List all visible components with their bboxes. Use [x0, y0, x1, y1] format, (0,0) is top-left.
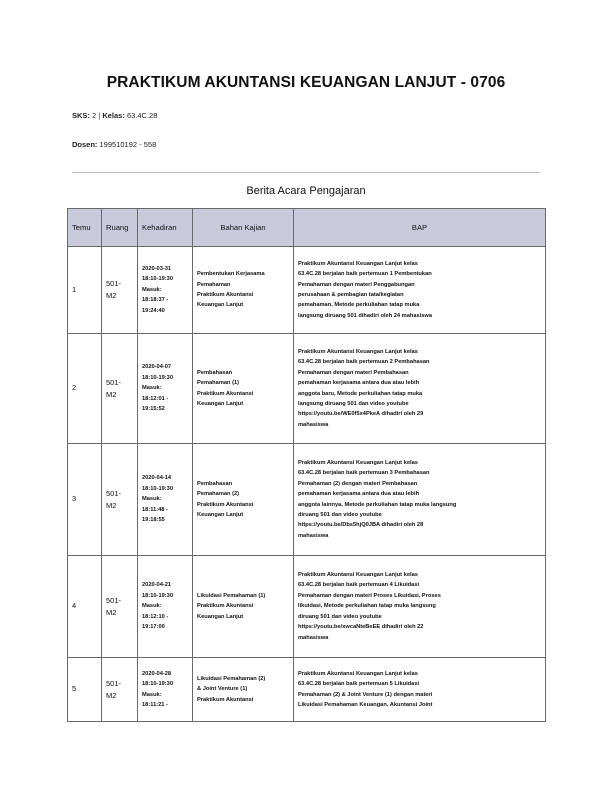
- cell-bahan-kajian: [193, 658, 294, 722]
- cell-bahan-kajian-line: Pembentukan Kerjasama: [197, 271, 265, 278]
- cell-kehadiran-line: 19:24:40: [142, 307, 165, 314]
- divider: [72, 172, 540, 173]
- cell-bap-line: diruang 501 dan video youtube: [298, 511, 382, 518]
- cell-bap-line: Pemahaman dengan materi Penggabungan: [298, 281, 415, 288]
- cell-kehadiran-line: 18:12:01 -: [142, 395, 169, 402]
- cell-bahan-kajian: [193, 247, 294, 334]
- cell-bap-line: pemahaman, Metode perkuliahan tatap muka: [298, 302, 420, 309]
- cell-bap-line: 63.4C.28 berjalan baik pertemuan 5 Likuidasi: [298, 681, 420, 688]
- cell-bahan-kajian-line: Keuangan Lanjut: [197, 302, 244, 309]
- table-row: [68, 556, 546, 658]
- cell-kehadiran-line: Masuk:: [142, 286, 162, 293]
- cell-bap-line: 63.4C.28 berjalan baik pertemuan 3 Pembahasan: [298, 470, 430, 477]
- cell-ruang-line: 501-: [106, 488, 122, 498]
- document-title: PRAKTIKUM AKUNTANSI KEUANGAN LANJUT - 0706: [106, 74, 506, 91]
- cell-temu: 5: [68, 658, 102, 722]
- cell-kehadiran: [138, 334, 193, 444]
- cell-bap-line: likuidasi, Metode perkuliahan tatap muka langsung: [298, 603, 436, 610]
- cell-bahan-kajian-line: Pemahaman (1): [197, 380, 240, 387]
- cell-ruang-line: M2: [106, 690, 117, 700]
- section-title: Berita Acara Pengajaran: [246, 185, 366, 197]
- cell-bahan-kajian: [193, 444, 294, 556]
- cell-ruang: [102, 334, 138, 444]
- cell-bap-line: Pemahaman (2) dengan materi Pembahasan: [298, 480, 418, 487]
- cell-kehadiran-line: 19:18:55: [142, 517, 165, 524]
- cell-kehadiran-line: 18:11:21 -: [142, 701, 168, 708]
- cell-bap: [294, 334, 546, 444]
- cell-bap-line: Praktikum Akuntansi Keuangan Lanjut kelas: [298, 572, 418, 579]
- cell-kehadiran: [138, 247, 193, 334]
- cell-bahan-kajian: [193, 556, 294, 658]
- cell-kehadiran: [138, 658, 193, 722]
- table-row: [68, 247, 546, 334]
- cell-bap-line: 63.4C.28 berjalan baik pertemuan 2 Pembahasan: [298, 359, 430, 366]
- cell-kehadiran-line: Masuk:: [142, 691, 162, 698]
- teaching-record-table: [67, 208, 546, 722]
- cell-ruang-line: M2: [106, 500, 117, 510]
- cell-kehadiran: [138, 444, 193, 556]
- table-row: [68, 658, 546, 722]
- cell-bahan-kajian-line: Likuidasi Pemahaman (1): [197, 592, 266, 599]
- cell-kehadiran-line: 2020-04-21: [142, 582, 172, 589]
- cell-bahan-kajian-line: Praktikum Akuntansi: [197, 501, 254, 508]
- cell-bap-line: https://youtu.be/WE0f5x4PkeA dihadiri oleh 29: [298, 411, 424, 418]
- cell-bap-line: https://youtu.be/Dbs5hjQ0JBA dihadiri oleh 28: [298, 522, 424, 529]
- cell-bap-line: Likuidasi Pemahaman Keuangan, Akuntansi Joint: [298, 701, 433, 708]
- cell-bap-line: https://youtu.be/xwcaNteBeEE dihadiri oleh 22: [298, 624, 424, 631]
- cell-kehadiran-line: 18:12:10 -: [142, 613, 169, 620]
- cell-kehadiran-line: 18:11:48 -: [142, 506, 168, 513]
- cell-bap-line: Pemahaman (2) & Joint Venture (1) dengan materi: [298, 691, 433, 698]
- cell-bahan-kajian-line: Keuangan Lanjut: [197, 613, 244, 620]
- cell-bap-line: Praktikum Akuntansi Keuangan Lanjut kelas: [298, 260, 418, 267]
- sks-value: 2: [92, 111, 97, 120]
- cell-kehadiran-line: 2020-04-28: [142, 670, 172, 677]
- cell-ruang: [102, 556, 138, 658]
- cell-kehadiran-line: 18:18:37 -: [142, 297, 169, 304]
- cell-bap-line: anggota baru, Metode perkuliahan tatap muka: [298, 390, 423, 397]
- cell-temu: 1: [68, 247, 102, 334]
- lecturer-info: [72, 140, 156, 149]
- cell-kehadiran-line: 18:10-19:30: [142, 681, 173, 688]
- column-header-bahan-kajian: Bahan Kajian: [193, 209, 294, 247]
- cell-ruang-line: M2: [106, 291, 117, 300]
- cell-bahan-kajian-line: Pemahaman: [197, 281, 231, 288]
- cell-kehadiran-line: 2020-03-31: [142, 265, 172, 272]
- cell-temu: 3: [68, 444, 102, 556]
- separator: |: [98, 111, 101, 120]
- cell-bap-line: pemahaman kerjasama antara dua atau lebih: [298, 491, 420, 498]
- cell-kehadiran-line: 19:17:00: [142, 624, 165, 631]
- cell-bap-line: 63.4C.28 berjalan baik pertemuan 1 Pembentukan: [298, 271, 432, 278]
- cell-bap-line: perusahaan & pembagian tata/kegiatan: [298, 292, 404, 298]
- cell-bap-line: diruang 501 dan video youtube: [298, 613, 382, 620]
- cell-ruang-line: M2: [106, 389, 117, 399]
- cell-kehadiran-line: Masuk:: [142, 496, 162, 503]
- cell-bap-line: Praktikum Akuntansi Keuangan Lanjut kelas: [298, 459, 418, 466]
- cell-bap-line: Praktikum Akuntansi Keuangan Lanjut kelas: [298, 348, 418, 355]
- cell-kehadiran-line: 19:15:52: [142, 406, 165, 413]
- table-row: [68, 444, 546, 556]
- column-header-ruang: Ruang: [102, 209, 138, 247]
- cell-bap: [294, 556, 546, 658]
- cell-bap: [294, 658, 546, 722]
- cell-ruang: [102, 247, 138, 334]
- cell-kehadiran-line: 18:10-19:30: [142, 276, 173, 283]
- cell-bap-line: langsung diruang 501 dan video youtube: [298, 400, 409, 407]
- cell-bap-line: Pemahaman dengan materi Pembahasan: [298, 369, 409, 376]
- cell-bap-line: pemahaman kerjasama antara dua atau lebih: [298, 380, 420, 387]
- cell-bap-line: mahasiswa: [298, 421, 329, 428]
- cell-bap-line: Praktikum Akuntansi Keuangan Lanjut kelas: [298, 670, 418, 677]
- dosen-value: 199510192 - 558: [99, 140, 157, 149]
- cell-bahan-kajian-line: Keuangan Lanjut: [197, 511, 244, 518]
- cell-ruang: [102, 658, 138, 722]
- cell-ruang-line: 501-: [106, 595, 122, 605]
- cell-bap-line: mahasiswa: [298, 532, 329, 539]
- cell-bahan-kajian-line: Pembahasan: [197, 480, 233, 487]
- column-header-temu: Temu: [68, 209, 102, 247]
- cell-temu: 4: [68, 556, 102, 658]
- cell-bap-line: Pemahaman dengan materi Proses Likuidasi, Proses: [298, 592, 441, 599]
- cell-bap-line: anggota lainnya, Metode perkuliahan tatap muka langsung: [298, 501, 457, 508]
- cell-kehadiran-line: Masuk:: [142, 603, 162, 610]
- course-info: [72, 111, 157, 120]
- cell-bap-line: 63.4C.28 berjalan baik pertemuan 4 Likuidasi: [298, 582, 420, 589]
- cell-bahan-kajian-line: Pemahaman (2): [197, 491, 240, 498]
- cell-kehadiran-line: Masuk:: [142, 385, 162, 392]
- cell-bahan-kajian: [193, 334, 294, 444]
- cell-bahan-kajian-line: Keuangan Lanjut: [197, 400, 244, 407]
- cell-bahan-kajian-line: Likuidasi Pemahaman (2): [197, 675, 266, 682]
- cell-ruang-line: 501-: [106, 678, 122, 688]
- table-header-row: [68, 209, 546, 247]
- cell-kehadiran-line: 18:10-19:30: [142, 374, 173, 381]
- cell-bahan-kajian-line: Praktikum Akuntansi: [197, 292, 254, 298]
- cell-bap: [294, 247, 546, 334]
- column-header-kehadiran: Kehadiran: [138, 209, 193, 247]
- cell-ruang: [102, 444, 138, 556]
- cell-kehadiran-line: 2020-04-14: [142, 475, 172, 482]
- cell-bahan-kajian-line: Praktikum Akuntansi: [197, 696, 254, 703]
- kelas-value: 63.4C.28: [126, 111, 158, 120]
- cell-ruang-line: 501-: [106, 377, 122, 387]
- cell-bap-line: mahasiswa: [298, 634, 329, 641]
- cell-ruang-line: 501-: [106, 279, 122, 288]
- cell-kehadiran-line: 18:10-19:30: [142, 485, 173, 492]
- table-row: [68, 334, 546, 444]
- cell-bahan-kajian-line: & Joint Venture (1): [197, 686, 248, 693]
- column-header-bap: BAP: [294, 209, 546, 247]
- cell-bap-line: langsung diruang 501 dihadiri oleh 24 mahasiswa: [298, 312, 433, 319]
- cell-temu: 2: [68, 334, 102, 444]
- cell-kehadiran: [138, 556, 193, 658]
- dosen-label: Dosen:: [72, 140, 98, 149]
- cell-bahan-kajian-line: Pembahasan: [197, 369, 233, 376]
- sks-label: SKS:: [72, 111, 90, 120]
- kelas-label: Kelas:: [102, 111, 125, 120]
- cell-kehadiran-line: 18:10-19:30: [142, 592, 173, 599]
- cell-kehadiran-line: 2020-04-07: [142, 364, 172, 371]
- cell-bahan-kajian-line: Praktikum Akuntansi: [197, 603, 254, 610]
- cell-bahan-kajian-line: Praktikum Akuntansi: [197, 390, 254, 397]
- cell-bap: [294, 444, 546, 556]
- cell-ruang-line: M2: [106, 607, 117, 617]
